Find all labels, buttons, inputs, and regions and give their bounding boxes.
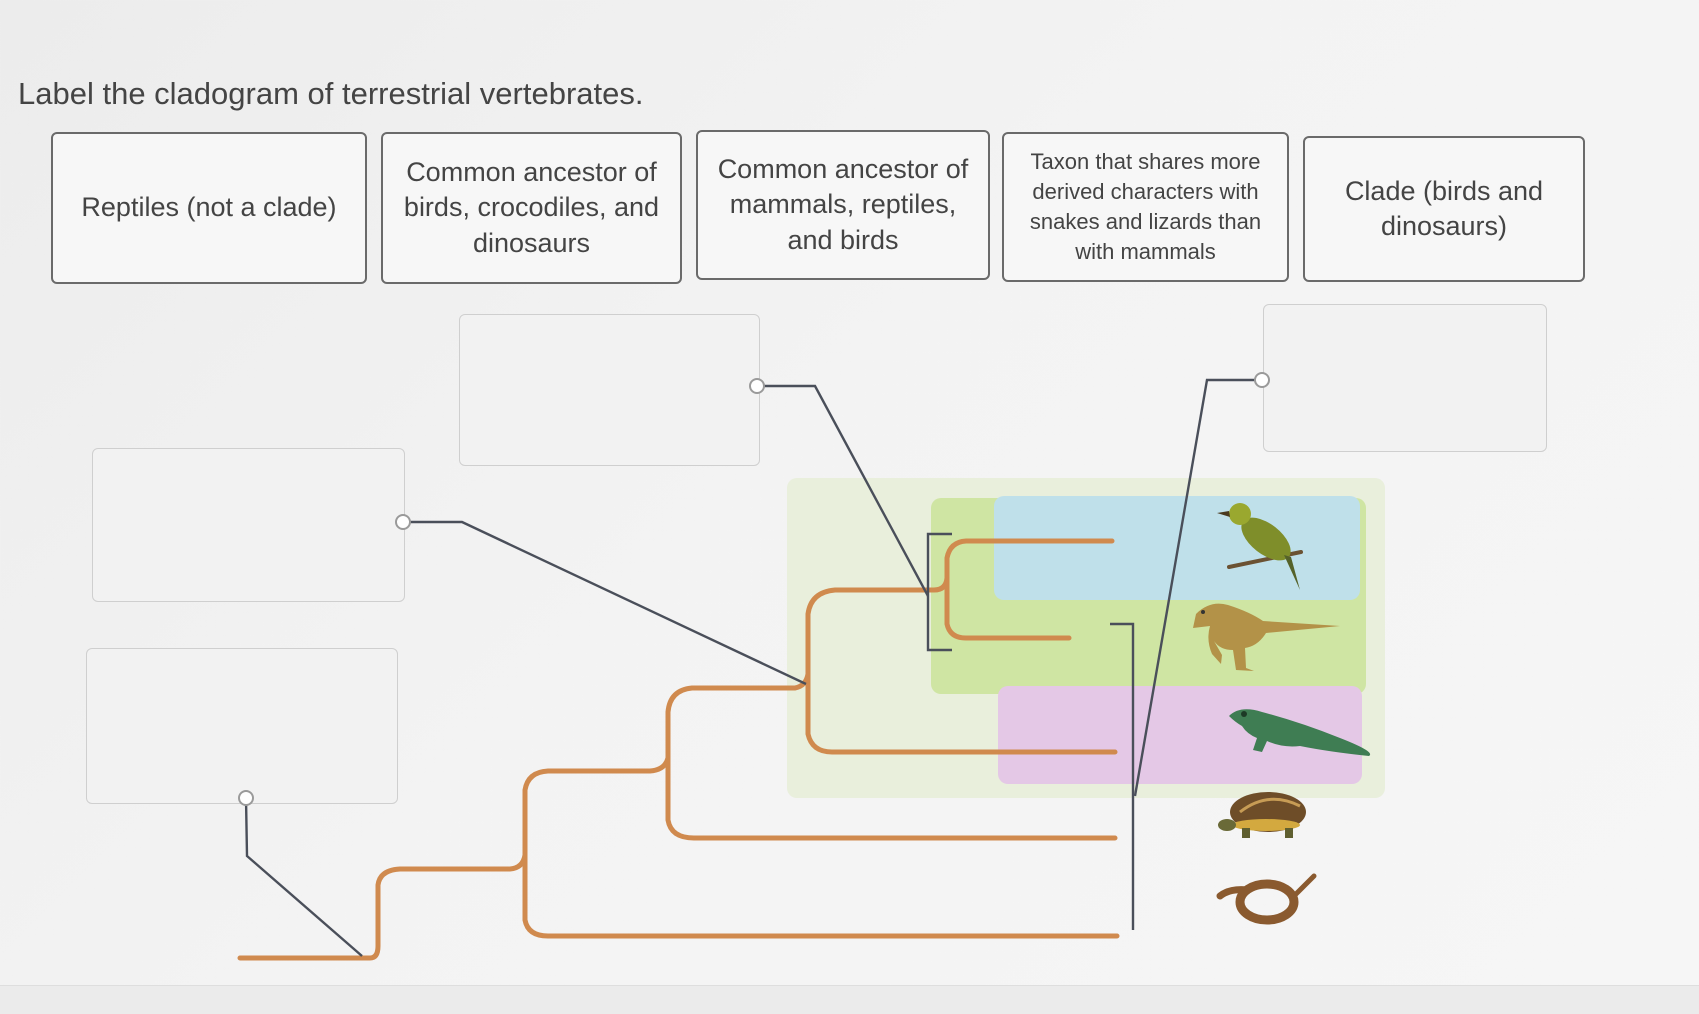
bottom-bar [0, 985, 1699, 1014]
snake-icon [1220, 876, 1314, 920]
label-card-reptiles-text: Reptiles (not a clade) [81, 192, 337, 223]
label-card-clade-birds-dinosaurs-text: Clade (birds and dinosaurs) [1344, 175, 1544, 241]
label-card-common-ancestor-birds-crocodiles-dinosaurs-text: Common ancestor of birds, crocodiles, and dinosaurs [403, 157, 660, 258]
label-card-taxon-snakes-lizards-text: Taxon that shares more derived characters with snakes and lizards than with mammals [1029, 149, 1262, 264]
turtle-icon [1218, 792, 1306, 838]
label-card-common-ancestor-mammals-reptiles-birds-text: Common ancestor of mammals, reptiles, and birds [717, 154, 969, 255]
question-prompt: Label the cladogram of terrestrial vertebrates. [18, 76, 644, 111]
